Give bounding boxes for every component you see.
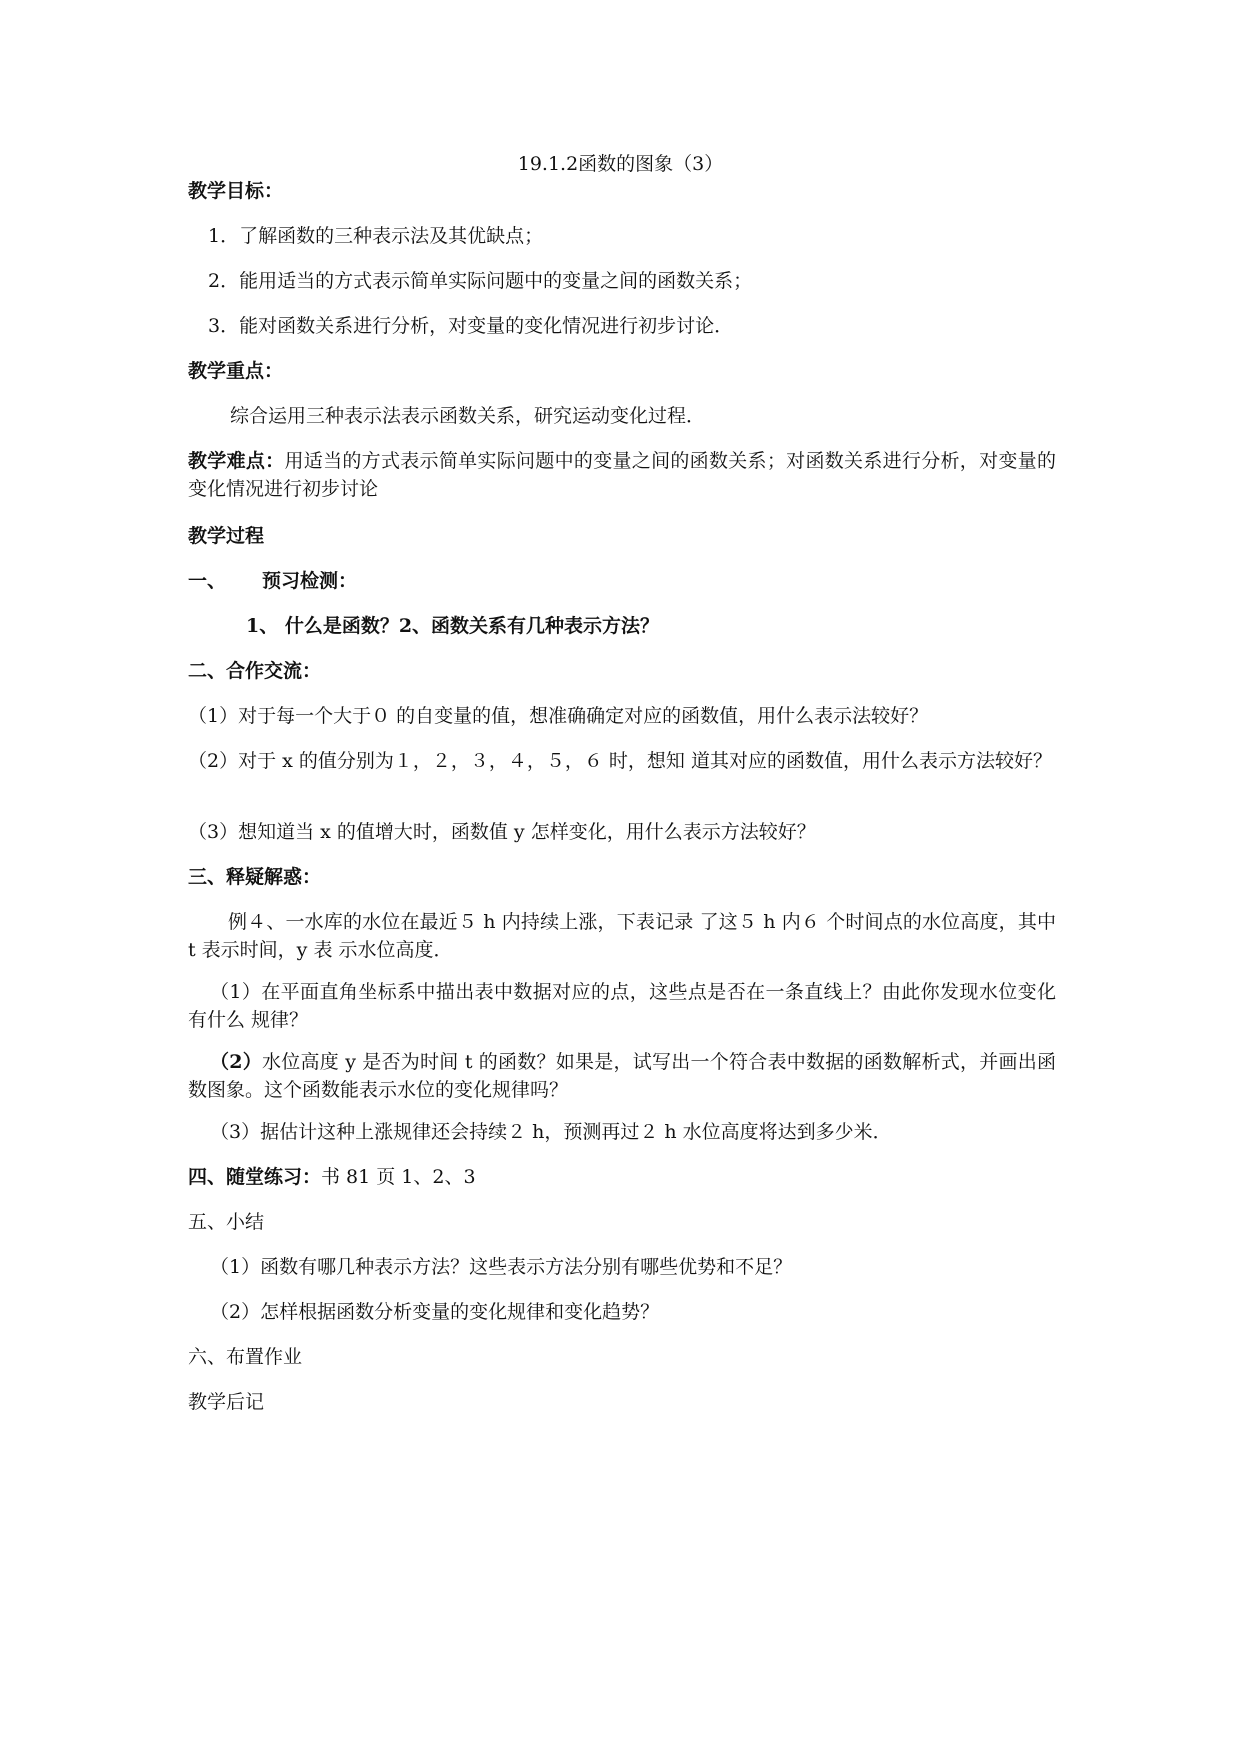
section3-question-2-label: （2） — [210, 1051, 262, 1073]
objective-item: 2．能用适当的方式表示简单实际问题中的变量之间的函数关系； — [208, 270, 753, 292]
example-4-paragraph: 例４、一水库的水位在最近５ h 内持续上涨，下表记录 了这５ h 内６ 个时间点的水位高度，其中 t 表示时间，y 表 示水位高度． — [188, 911, 1056, 961]
section6-heading: 六、布置作业 — [188, 1346, 303, 1368]
section1-title: 预习检测： — [262, 570, 358, 592]
section3-question-2 — [188, 1048, 1056, 1104]
notes-heading: 教学后记 — [188, 1391, 265, 1413]
difficulties-heading: 教学难点： — [188, 450, 285, 472]
section2-question-3: （3）想知道当 x 的值增大时，函数值 y 怎样变化，用什么表示方法较好？ — [188, 821, 816, 843]
section1-number: 一、 — [188, 570, 227, 592]
summary-question-2: （2）怎样根据函数分析变量的变化规律和变化趋势？ — [210, 1301, 660, 1323]
section3-question-3: （3）据估计这种上涨规律还会持续２ h，预测再过２ h 水位高度将达到多少米． — [210, 1121, 892, 1143]
section2-heading: 二、合作交流： — [188, 660, 322, 682]
key-points-text: 综合运用三种表示法表示函数关系，研究运动变化过程． — [230, 405, 706, 427]
section3-question-2-text: 水位高度 y 是否为时间 t 的函数？如果是，试写出一个符合表中数据的函数解析式，并画出函数图象。这个函数能表示水位的变化规律吗？ — [188, 1051, 1056, 1101]
section4-heading: 四、随堂练习： — [188, 1166, 322, 1188]
difficulties-text: 用适当的方式表示简单实际问题中的变量之间的函数关系；对函数关系进行分析，对变量的变化情况进行初步讨论 — [188, 450, 1056, 500]
document-title: 19.1.2函数的图象（3） — [517, 153, 724, 175]
section5-heading: 五、小结 — [188, 1211, 265, 1233]
section3-question-1: （1）在平面直角坐标系中描出表中数据对应的点，这些点是否在一条直线上？由此你发现水位变化有什么 规律？ — [188, 981, 1056, 1031]
section4-text: 书 81 页 1、2、3 — [321, 1166, 476, 1188]
objective-item: 3．能对函数关系进行分析，对变量的变化情况进行初步讨论． — [208, 315, 734, 337]
objectives-heading: 教学目标： — [188, 180, 284, 202]
section1-question: 1、 什么是函数？2、函数关系有几种表示方法？ — [246, 615, 660, 637]
process-heading: 教学过程 — [188, 525, 265, 547]
difficulties-paragraph — [188, 447, 1056, 503]
objective-item: 1．了解函数的三种表示法及其优缺点； — [208, 225, 544, 247]
section4-line — [188, 1163, 476, 1191]
section2-question-2: （2）对于 x 的值分别为１，２，３，４，５，６ 时，想知 道其对应的函数值，用什么表示方法较好？ — [188, 750, 1052, 772]
summary-question-1: （1）函数有哪几种表示方法？这些表示方法分别有哪些优势和不足？ — [210, 1256, 793, 1278]
section2-question-1: （1）对于每一个大于０ 的自变量的值，想准确确定对应的函数值，用什么表示法较好？ — [188, 705, 929, 727]
key-points-heading: 教学重点： — [188, 360, 284, 382]
section3-heading: 三、释疑解惑： — [188, 866, 322, 888]
